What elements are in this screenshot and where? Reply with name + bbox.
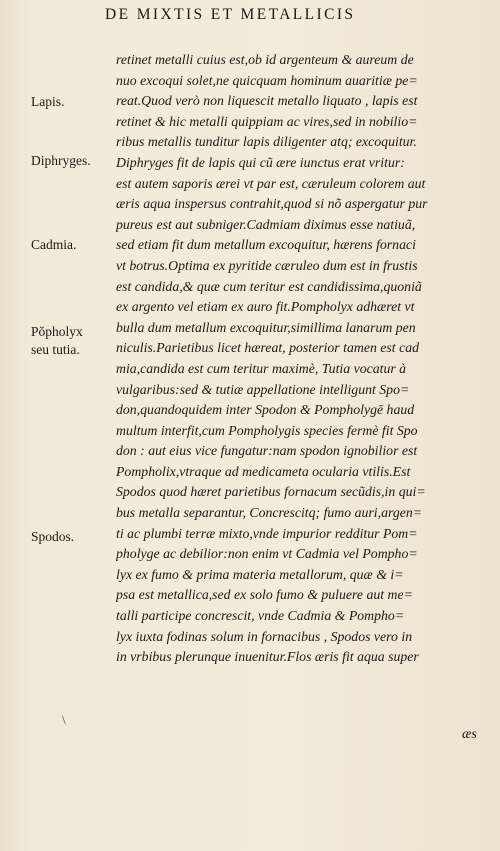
text-line: bulla dum metallum excoquitur,simillima lanarum pen [116,319,416,335]
catchword: æs [462,727,477,742]
margin-note-seu-tutia: seu tutia. [31,342,80,357]
text-line: Diphryges fit de lapis qui cũ ære iunctus erat vritur: [116,154,405,170]
running-head: DE MIXTIS ET METALLICIS [105,6,356,23]
margin-note-pompholyx: Pŏpholyx [31,324,83,339]
text-line: ex argento vel etiam ex auro fit.Pompholyx adhæret vt [116,299,415,315]
text-line: est autem saporis ærei vt par est, cæruleum colorem aut [116,175,426,191]
margin-note-spodos: Spodos. [31,529,75,544]
text-line: talli participe concrescit, vnde Cadmia & Pompho= [116,608,405,624]
margin-note-cadmia: Cadmia. [31,237,77,252]
text-line: don,quandoquidem inter Spodon & Pompholygē haud [116,402,415,418]
text-line: pureus est aut subniger.Cadmiam diximus esse natiuã, [116,216,416,232]
text-line: Pompholix,vtraque ad medicameta ocularia vtilis.Est [116,463,411,479]
text-line: est candida,& quæ cum teritur est candidissima,quoniã [116,278,422,294]
text-line: don : aut eius vice fungatur:nam spodon ignobilior est [116,443,418,459]
text-line: multum interfit,cum Pompholygis species fermè fit Spo [116,422,418,438]
text-line: vt botrus.Optima ex pyritide cæruleo dum est in frustis [116,257,418,273]
body-text [116,50,488,668]
text-line: reat.Quod verò non liquescit metallo liquato , lapis est [116,93,418,109]
text-line: nuo excoqui solet,ne quicquam hominum auaritiæ pe= [116,72,418,88]
gutter-mark: \ [62,712,66,727]
text-line: ti ac plumbi terræ mixto,vnde impurior redditur Pom= [116,525,418,541]
text-line: æris aqua inspersus contrahit,quod si nõ aspergatur pur [116,196,428,212]
text-line: ribus metallis tunditur lapis diligenter atq; excoquitur. [116,134,417,150]
margin-note-diphryges: Diphryges. [31,153,91,168]
text-line: lyx ex fumo & prima materia metallorum, quæ & i= [116,566,404,582]
margin-note-lapis: Lapis. [31,94,65,109]
text-line: vulgaribus:sed & tutiæ appellatione intelligunt Spo= [116,381,410,397]
text-line: Spodos quod hæret parietibus fornacum secũdis,in qui= [116,484,426,500]
text-line: psa est metallica,sed ex solo fumo & puluere aut me= [116,587,413,603]
text-line: in vrbibus plerunque inuenitur.Flos æris fit aqua super [116,649,419,665]
text-line: niculis.Parietibus licet hæreat, posterior tamen est cad [116,340,419,356]
text-line: mia,candida est cum teritur maximè, Tutia vocatur à [116,360,407,376]
text-line: retinet & hic metalli quippiam ac vires,sed in nobilio= [116,113,418,129]
text-line: sed etiam fit dum metallum excoquitur, hærens fornaci [116,237,416,253]
text-line: bus metalla separantur, Concrescitq; fumo auri,argen= [116,505,423,521]
text-line: pholyge ac debilior:non enim vt Cadmia vel Pompho= [116,546,418,562]
text-line: lyx iuxta fodinas solum in fornacibus , Spodos vero in [116,628,413,644]
text-line: retinet metalli cuius est,ob id argenteum & aureum de [116,52,414,67]
